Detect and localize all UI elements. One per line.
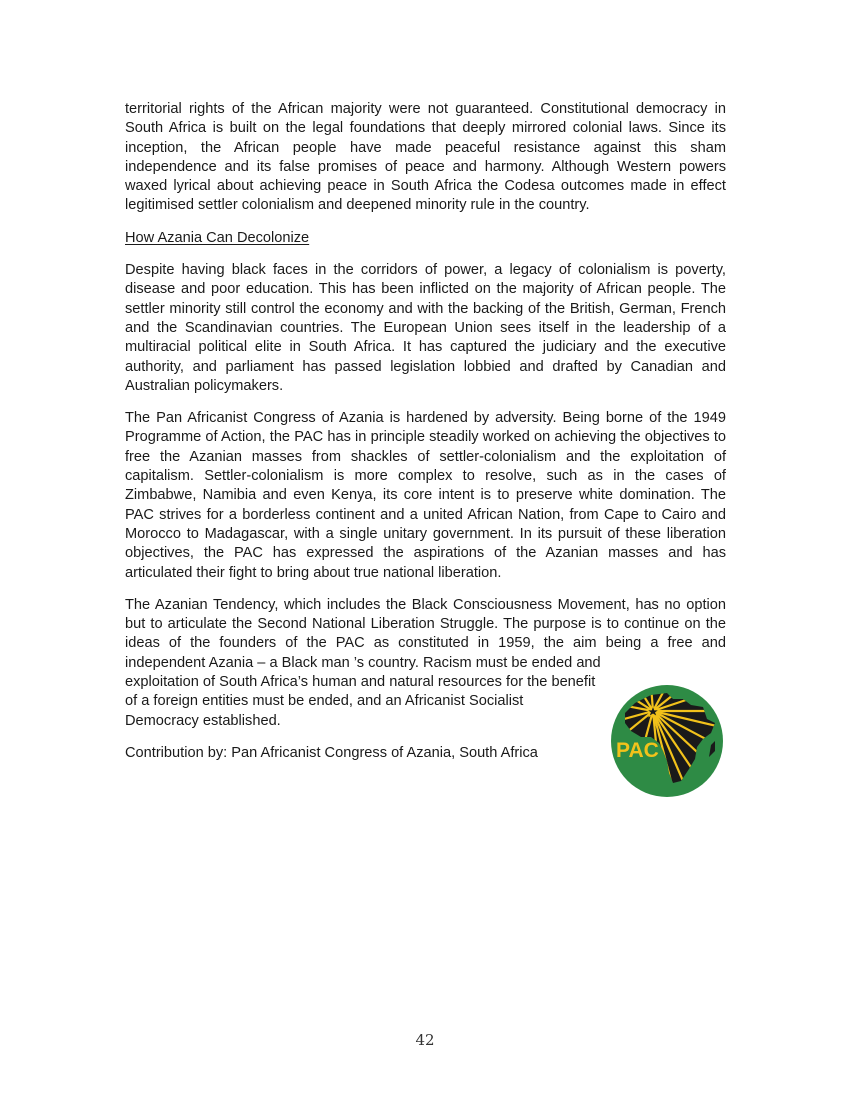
- paragraph-legacy-colonialism: Despite having black faces in the corridors of power, a legacy of colonialism is poverty, disease and poor education. This has been inflicted on the majority of African people. The settler minority still control the economy and with the backing of the British, German, French and the Scandinavian countries. The European Union sees itself in the leadership of a multiracial political elite in South Africa. It has captured the judiciary and the executive authority, and parliament has passed legislation lobbied and drafted by Canadian and Australian policymakers.: [125, 262, 726, 394]
- section-heading: How Azania Can Decolonize: [125, 229, 310, 246]
- paragraph-pac-adversity: The Pan Africanist Congress of Azania is hardened by adversity. Being borne of the 1949 Programme of Action, the PAC has in principle steadily worked on achieving the objectives to free the Azanian masses from shackles of settler-colonialism and the exploitation of capitalism. Settler-colonialism is more complex to resolve, such as in the cases of Zimbabwe, Namibia and even Kenya, its core intent is to preserve white domination. The PAC strives for a borderless continent and a united African Nation, from Cape to Cairo and Morocco to Madagascar, with a single unitary government. In its pursuit of these liberation objectives, the PAC has expressed the aspirations of the Azanian masses and has articulated their fight to bring about true national liberation.: [125, 410, 726, 581]
- pac-africa-logo-icon: [611, 685, 723, 797]
- paragraph-azanian-tendency-continued: exploitation of South Africa’s human and natural resources for the benefit of a foreign entities must be ended, and an Africanist Socialist Democracy established.: [125, 674, 596, 729]
- document-body: [125, 100, 726, 763]
- svg-text:PAC: PAC: [616, 739, 659, 762]
- contribution-line: Contribution by: Pan Africanist Congress of Azania, South Africa: [125, 744, 538, 761]
- paragraph-azanian-tendency: The Azanian Tendency, which includes the Black Consciousness Movement, has no option but to articulate the Second National Liberation Struggle. The purpose is to continue on the ideas of the founders of the PAC as constituted in 1959, the aim being a free and independent Azania – a Black man ’s country. Racism must be ended and: [125, 596, 726, 671]
- page-number: 42: [415, 1031, 435, 1049]
- paragraph-territorial-rights: territorial rights of the African majority were not guaranteed. Constitutional democracy in South Africa is built on the legal foundations that deeply mirrored colonial laws. Since its inception, the African people have made peaceful resistance against this sham independence and its false promises of peace and harmony. Although Western powers waxed lyrical about achieving peace in South Africa the Codesa outcomes made in effect legitimised settler colonialism and deepened minority rule in the country.: [125, 101, 726, 214]
